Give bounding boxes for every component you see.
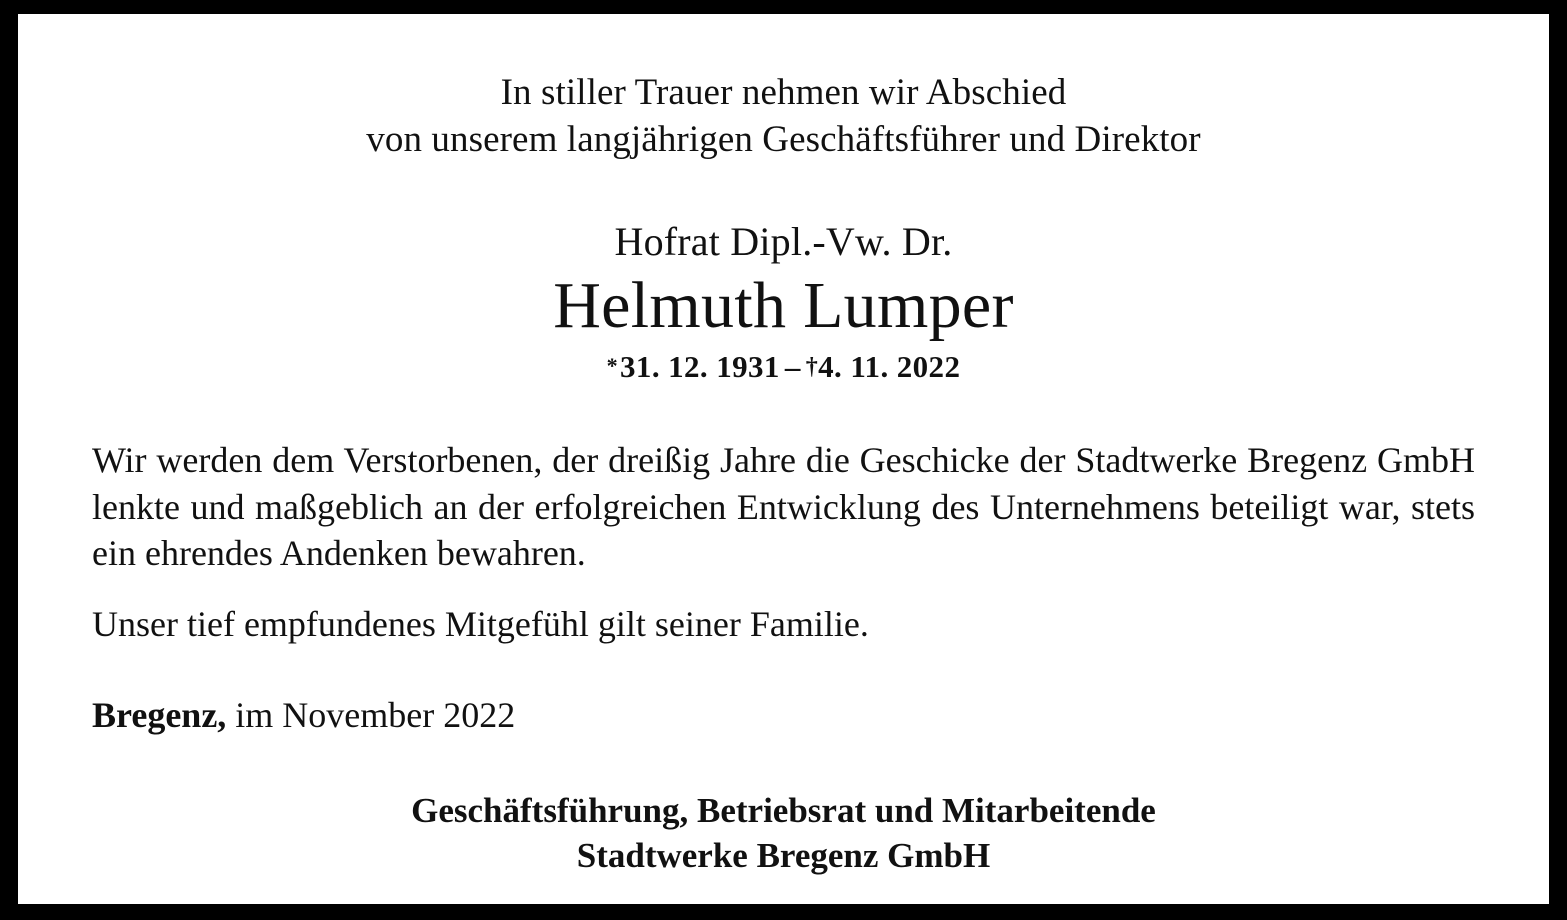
intro-line-2: von unserem langjährigen Geschäftsführer und Direktor <box>366 118 1201 160</box>
birth-date: 31. 12. 1931 <box>620 349 780 385</box>
date-separator: – <box>784 349 801 385</box>
obituary-body <box>92 437 1475 648</box>
deceased-name: Helmuth Lumper <box>553 269 1014 343</box>
intro-text <box>92 70 1475 163</box>
signature-block <box>92 788 1475 879</box>
body-paragraph-2: Unser tief empfundenes Mitgefühl gilt seiner Familie. <box>92 604 869 645</box>
obituary-card <box>18 14 1549 904</box>
death-cross-icon: † <box>805 354 819 381</box>
death-date: 4. 11. 2022 <box>818 349 961 385</box>
intro-line-1: In stiller Trauer nehmen wir Abschied <box>500 72 1067 113</box>
place-and-date-line <box>92 694 1475 736</box>
deceased-honorific: Hofrat Dipl.-Vw. Dr. <box>614 219 953 265</box>
signature-line-1: Geschäftsführung, Betriebsrat und Mitarbeitende <box>411 790 1156 830</box>
body-paragraph-1: Wir werden dem Verstorbenen, der dreißig Jahre die Geschicke der Stadtwerke Bregenz GmbH lenkte und maßgeblich an der erfolgreichen Entwicklung des Unternehmens beteiligt war, stets ein ehrendes Andenken bewahren. <box>92 440 1475 573</box>
notice-date: im November 2022 <box>226 694 516 735</box>
deceased-life-dates <box>92 349 1475 385</box>
birth-star-icon: * <box>606 353 619 379</box>
place-name: Bregenz, <box>92 694 227 735</box>
signature-line-2: Stadtwerke Bregenz GmbH <box>576 836 991 876</box>
deceased-name-block <box>92 219 1475 385</box>
